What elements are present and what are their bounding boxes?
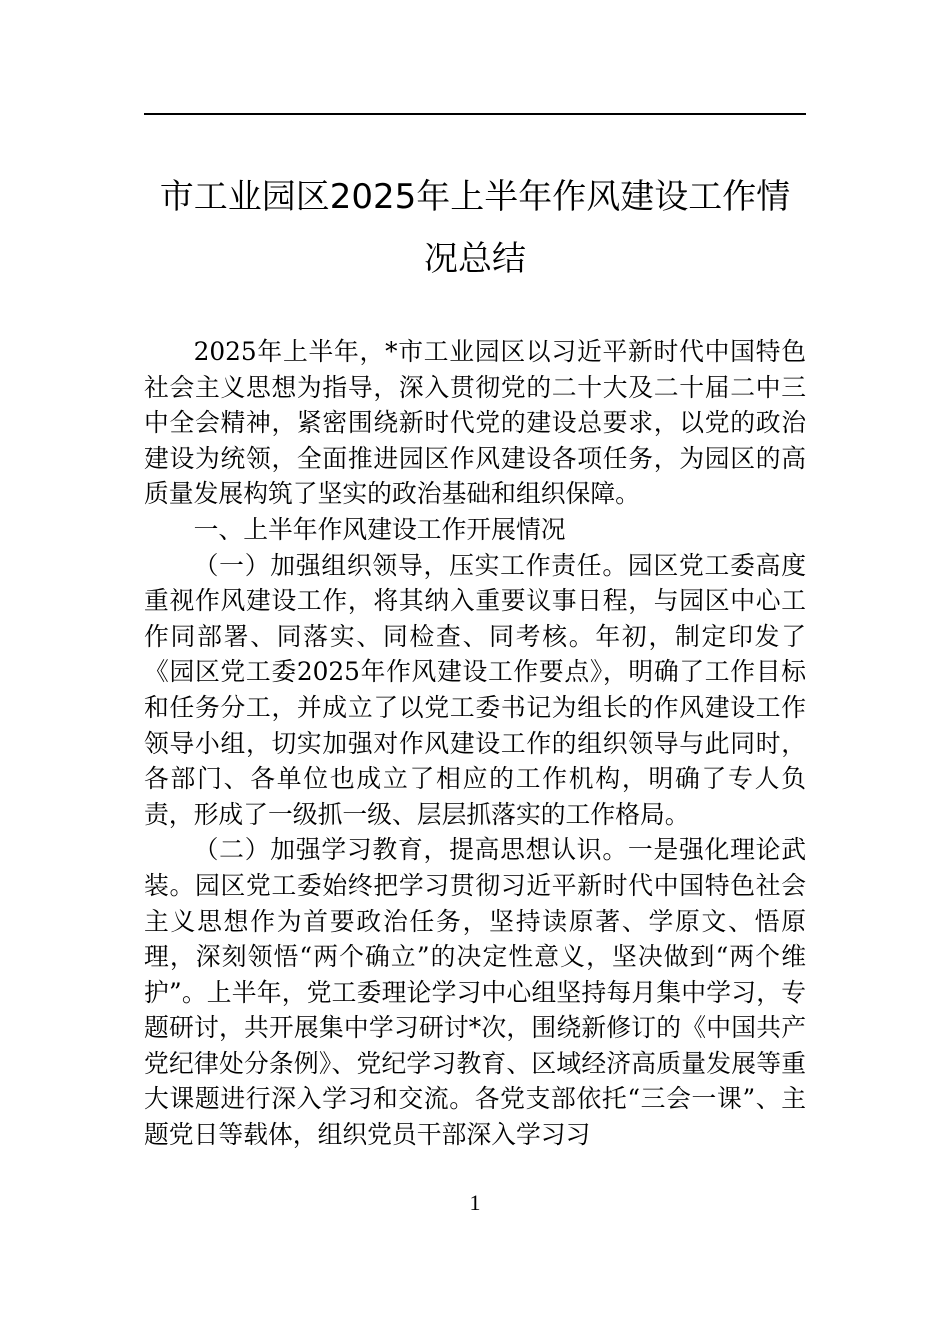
body-paragraph-2: （二）加强学习教育，提高思想认识。一是强化理论武装。园区党工委始终把学习贯彻习近平新时代中国特色社会主义思想作为首要政治任务，坚持读原著、学原文、悟原理，深刻领悟“两个确立”的决定性意义，坚决做到“两个维护”。上半年，党工委理论学习中心组坚持每月集中学习，专题研讨，共开展集中学习研讨*次，围绕新修订的《中国共产党纪律处分条例》、党纪学习教育、区域经济高质量发展等重大课题进行深入学习和交流。各党支部依托“三会一课”、主题党日等载体，组织党员干部深入学习习 — [144, 835, 806, 1150]
section-heading: 一、上半年作风建设工作开展情况 — [193, 514, 566, 544]
header-rule — [144, 113, 806, 115]
page-number: 1 — [469, 1190, 481, 1215]
body-paragraph-1: （一）加强组织领导，压实工作责任。园区党工委高度重视作风建设工作，将其纳入重要议事日程，与园区中心工作同部署、同落实、同检查、同考核。年初，制定印发了《园区党工委2025年作风建设工作要点》，明确了工作目标和任务分工，并成立了以党工委书记为组长的作风建设工作领导小组，切实加强对作风建设工作的组织领导与此同时，各部门、各单位也成立了相应的工作机构，明确了专人负责，形成了一级抓一级、层层抓落实的工作格局。 — [144, 550, 806, 829]
document-body — [144, 334, 806, 1153]
document-title: 市工业园区2025年上半年作风建设工作情况总结 — [159, 177, 791, 279]
intro-paragraph: 2025年上半年，*市工业园区以习近平新时代中国特色社会主义思想为指导，深入贯彻党的二十大及二十届二中三中全会精神，紧密围绕新时代党的建设总要求，以党的政治建设为统领，全面推进园区作风建设各项任务，为园区的高质量发展构筑了坚实的政治基础和组织保障。 — [144, 337, 806, 509]
